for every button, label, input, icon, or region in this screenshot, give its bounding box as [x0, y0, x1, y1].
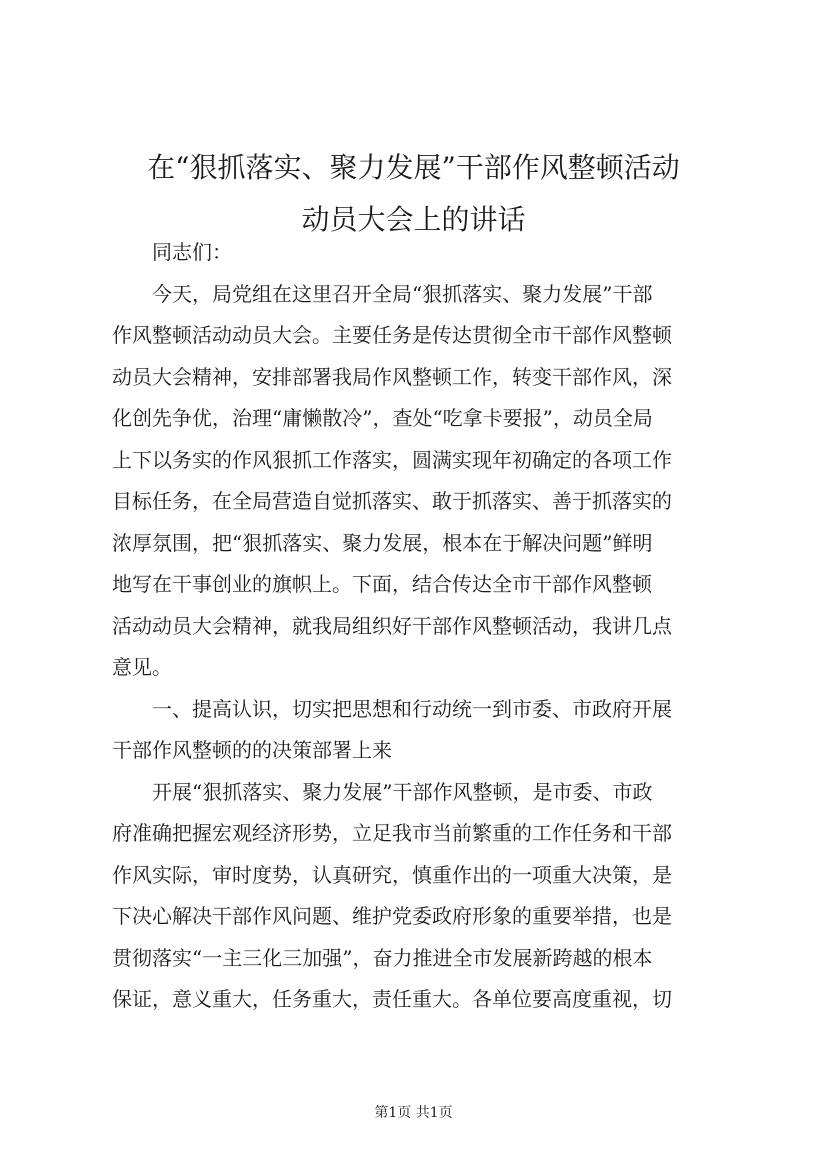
- paragraph-1-line-8: 地写在干事创业的旗帜上。下面，结合传达全市干部作风整顿: [112, 572, 652, 596]
- salutation: 同志们：: [152, 240, 232, 264]
- document-body: [112, 232, 722, 1021]
- paragraph-1-line-5: 上下以务实的作风狠抓工作落实，圆满实现年初确定的各项工作: [112, 447, 672, 472]
- paragraph-2-line-3: 作风实际，审时度势，认真研究，慎重作出的一项重大决策，是: [112, 862, 672, 887]
- paragraph-2-line-4: 下决心解决干部作风问题、维护党委政府形象的重要举措，也是: [112, 904, 672, 928]
- section-heading-1-line-2: 干部作风整顿的的决策部署上来: [112, 738, 392, 762]
- title-line-2: 动员大会上的讲话: [301, 203, 526, 236]
- paragraph-1-line-2: 作风整顿活动动员大会。主要任务是传达贯彻全市干部作风整顿: [112, 323, 672, 347]
- paragraph-1-line-4: 化创先争优，治理“庸懒散冷”，查处“吃拿卡要报”，动员全局: [112, 406, 653, 430]
- paragraph-1-line-1: 今天，局党组在这里召开全局“狠抓落实、聚力发展”干部: [152, 281, 653, 306]
- paragraph-2-line-1: 开展“狠抓落实、聚力发展”干部作风整顿，是市委、市政: [152, 779, 653, 804]
- paragraph-2-line-5: 贯彻落实“一主三化三加强”，奋力推进全市发展新跨越的根本: [112, 945, 653, 970]
- paragraph-1-line-6: 目标任务，在全局营造自觉抓落实、敢于抓落实、善于抓落实的: [112, 489, 672, 513]
- paragraph-1-line-9: 活动动员大会精神，就我局组织好干部作风整顿活动，我讲几点: [112, 613, 672, 638]
- document-title: [100, 142, 727, 246]
- paragraph-2-line-2: 府准确把握宏观经济形势，立足我市当前繁重的工作任务和干部: [112, 821, 672, 845]
- paragraph-1-line-7: 浓厚氛围，把“狠抓落实、聚力发展，根本在于解决问题”鲜明: [112, 530, 653, 555]
- paragraph-1-line-10: 意见。: [112, 655, 172, 679]
- section-heading-1-line-1: 一、提高认识，切实把思想和行动统一到市委、市政府开展: [152, 696, 672, 721]
- title-line-1: 在“狠抓落实、聚力发展”干部作风整顿活动: [147, 151, 680, 184]
- paragraph-2-line-6: 保证，意义重大，任务重大，责任重大。各单位要高度重视，切: [112, 987, 672, 1011]
- paragraph-1-line-3: 动员大会精神，安排部署我局作风整顿工作，转变干部作风，深: [112, 364, 672, 389]
- page-footer: 第1页 共1页: [374, 1105, 453, 1121]
